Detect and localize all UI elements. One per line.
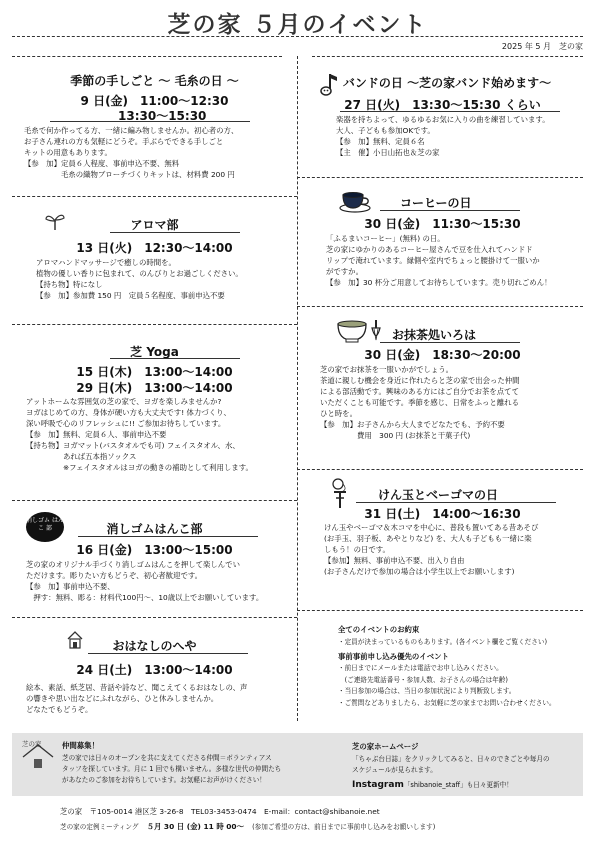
matcha-underline bbox=[380, 342, 520, 343]
body-line: 【参 加】参加費 150 円 定員５名程度、事前申込不要 bbox=[36, 291, 225, 300]
body-line: ・当日参加の場合は、当日の参加状況により判断致します。 bbox=[338, 687, 516, 695]
body-line: スケジュールが見られます。 bbox=[352, 766, 437, 774]
notice-heading-1: 全てのイベントのお約束 bbox=[338, 625, 420, 634]
homepage-heading: 芝の家ホームページ bbox=[352, 742, 419, 751]
body-line: ヨガはじめての方、身体が硬い方も大丈夫です! 体力づくり、 bbox=[26, 408, 231, 417]
notice-heading-2: 事前事前申し込み優先のイベント bbox=[338, 652, 449, 661]
footer-meeting bbox=[60, 821, 435, 832]
right-top-divider bbox=[312, 56, 583, 57]
band-time: 27 日(火) 13:30～15:30 くらい bbox=[344, 98, 541, 112]
body-line: 茶道に親しむ機会を身近に作れたらと芝の家で出会った仲間 bbox=[320, 376, 520, 385]
band-heading: バンドの日 ～芝の家バンド始めます～ bbox=[342, 76, 552, 90]
matcha-heading: お抹茶処いろは bbox=[392, 328, 477, 342]
aroma-body bbox=[36, 257, 296, 301]
body-line: 【主 催】小日山拓也＆芝の家 bbox=[336, 148, 440, 157]
section-divider bbox=[297, 177, 583, 178]
body-line: タッフを探しています。月に 1 回でも構いません。多様な世代の仲間たち bbox=[62, 765, 282, 773]
matcha-body bbox=[320, 364, 582, 441]
body-line: 芝の家のオリジナル手づくり消しゴムはんこを押して楽しんでい bbox=[26, 560, 240, 569]
coffee-cup-icon bbox=[338, 190, 372, 214]
recruit-body bbox=[62, 753, 302, 786]
body-line: アットホームな雰囲気の芝の家で、ヨガを楽しみませんか? bbox=[26, 397, 222, 406]
body-line: 【参加】無料、事前申込不要、出入り自由 bbox=[324, 556, 465, 565]
hanko-body bbox=[26, 559, 296, 603]
yoga-underline bbox=[110, 358, 240, 359]
body-line: 植物の優しい香りに包まれて、のんびりとお過ごしください。 bbox=[36, 269, 243, 278]
tegoto-underline bbox=[50, 121, 250, 122]
body-line: 【参 加】事前申込不要、 bbox=[26, 582, 115, 591]
body-line: 深い呼吸で心のリフレッシュに!! ご参加お待ちしています。 bbox=[26, 419, 226, 428]
body-line: リップで淹れています。縁側や室内でちょっと腰掛けて一服いか bbox=[326, 256, 540, 265]
band-underline bbox=[340, 111, 560, 112]
yoga-heading: 芝 Yoga bbox=[130, 345, 179, 359]
footer-address: 芝の家 〒105-0014 港区芝 3-26-8 TEL03-3453-0474 E-mail：contact@shibanoie.net bbox=[60, 807, 380, 816]
issue-date: 2025 年 5 月 芝の家 bbox=[501, 42, 583, 51]
body-line: による部活動です。興味のある方にはご自分でお茶を点てて bbox=[320, 387, 519, 396]
section-divider bbox=[12, 196, 297, 197]
body-line: ひと時を。 bbox=[320, 409, 357, 418]
body-line: アロマハンドマッサージで癒しの時間を。 bbox=[36, 258, 176, 267]
body-line: があなたのご参加をお待ちしています。お気軽にお声がけください！ bbox=[62, 776, 266, 784]
section-divider bbox=[297, 469, 583, 470]
instagram-label: Instagram bbox=[352, 780, 404, 790]
meeting-note: (参加ご希望の方は、前日までに事前申し込みをお願いします) bbox=[252, 823, 436, 831]
body-line: (お子さんだけで参加の場合は小学生以上でお願いします) bbox=[324, 567, 515, 576]
body-line: あれば五本指ソックス bbox=[26, 452, 137, 461]
hanko-time: 16 日(金) 13:00～15:00 bbox=[76, 543, 233, 557]
body-line: ・ご質問などありましたら、お気軽に芝の家までお問い合わせください。 bbox=[338, 698, 556, 707]
aroma-time: 13 日(火) 12:30～14:00 bbox=[76, 241, 233, 255]
ohanashi-underline bbox=[88, 653, 248, 654]
body-line: (お手玉、羽子板、あやとりなど) を、大人も子どもも一緒に楽 bbox=[324, 534, 532, 543]
body-line: 【参 加】お子さんから大人までどなたでも、予約不要 bbox=[320, 420, 505, 429]
ohanashi-body bbox=[26, 682, 296, 715]
body-line: ただけます。彫りたい方もどうぞ、初心者歓迎です。 bbox=[26, 571, 203, 580]
shibanoie-badge-text: 芝の家 bbox=[22, 740, 42, 748]
body-line: 【参 加】30 杯分ご用意してお待ちしています。売り切れごめん！ bbox=[326, 278, 552, 287]
coffee-time: 30 日(金) 11:30～15:30 bbox=[364, 217, 521, 231]
body-line: 大人、子どもも参加OKです。 bbox=[336, 126, 435, 135]
recruit-heading: 仲間募集！ bbox=[62, 741, 99, 750]
hanko-underline bbox=[78, 536, 258, 537]
kendama-time: 31 日(土) 14:00～16:30 bbox=[364, 507, 521, 521]
column-divider bbox=[297, 56, 298, 721]
aroma-heading: アロマ部 bbox=[130, 218, 179, 232]
tegoto-heading: 季節の手しごと ～ 毛糸の日 ～ bbox=[70, 74, 239, 88]
matcha-time: 30 日(金) 18:30～20:00 bbox=[364, 348, 521, 362]
body-line: いただくことも可能です。季節を感じ、日常をふっと離れる bbox=[320, 398, 519, 407]
instagram-line bbox=[352, 779, 513, 791]
hanko-badge-text: 消しゴム はんこ 部 bbox=[26, 517, 64, 532]
instagram-account[interactable]: 「shibanoie_staff」も日々更新中！ bbox=[403, 781, 513, 789]
title-divider bbox=[12, 36, 583, 37]
bottom-info-box bbox=[12, 733, 583, 796]
body-line: 絵本、素話、紙芝居、昔話や詩など、聞こえてくるおはなしの、声 bbox=[26, 683, 248, 692]
kendama-heading: けん玉とベーゴマの日 bbox=[378, 488, 499, 502]
tegoto-time1: 9 日(金) 11:00～12:30 bbox=[80, 94, 229, 108]
body-line: お子さん連れの方も気軽にどうぞ。手ぶらでできる手しごと bbox=[24, 137, 224, 146]
body-line: がですか。 bbox=[326, 267, 363, 276]
body-line: 芝の家では日々のオープンを共に支えてくださる仲間＝ボランティアス bbox=[62, 754, 272, 762]
meeting-label: 芝の家の定例ミーティング bbox=[60, 823, 139, 831]
body-line: ・前日までにメールまたは電話でお申し込みください。 bbox=[338, 664, 503, 672]
meeting-date: ５月 30 日 (金) 11 時 00～ bbox=[146, 822, 244, 831]
yoga-time2: 29 日(木) 13:00～14:00 bbox=[76, 381, 233, 395]
body-line: 毛糸の織物ブローチづくりキットは、材料費 200 円 bbox=[24, 170, 235, 179]
body-line: 押す：無料、彫る：材料代100円～、10歳以上でお願いしています。 bbox=[26, 593, 264, 602]
kendama-underline bbox=[356, 502, 556, 503]
tegoto-time2: 13:30～15:30 bbox=[118, 109, 207, 123]
aroma-underline bbox=[110, 232, 240, 233]
band-body bbox=[336, 114, 582, 158]
body-line: 【参 加】無料、定員６名 bbox=[336, 137, 425, 146]
section-divider bbox=[12, 617, 297, 618]
section-divider bbox=[12, 500, 297, 501]
body-line: 「ふるまいコーヒー」(無料) の日。 bbox=[326, 234, 445, 243]
coffee-underline bbox=[380, 210, 520, 211]
notice-body bbox=[338, 663, 582, 709]
ohanashi-heading: おはなしのへや bbox=[112, 639, 197, 653]
body-line: しもう！の日です。 bbox=[324, 545, 390, 554]
body-line: キットの用意もあります。 bbox=[24, 148, 112, 157]
kendama-body bbox=[324, 522, 582, 577]
body-line: 毛糸で何か作ってる方、一緒に編み物しませんか。初心者の方、 bbox=[24, 126, 239, 135]
body-line: 芝の家にゆかりのあるコーヒー屋さんで豆を仕入れてハンドド bbox=[326, 245, 533, 254]
notice-line-1: ・定員が決まっているものもあります。(各イベント欄をご覧ください) bbox=[338, 638, 548, 646]
coffee-body bbox=[326, 233, 582, 288]
section-divider bbox=[297, 306, 583, 307]
yoga-body bbox=[26, 396, 296, 473]
matcha-bowl-icon bbox=[336, 318, 386, 344]
hanko-heading: 消しゴムはんこ部 bbox=[106, 522, 203, 536]
page-title: 芝の家 ５月のイベント bbox=[167, 12, 428, 38]
body-line: 楽器を持ちよって、ゆるゆるお気に入りの曲を練習しています。 bbox=[336, 115, 550, 124]
yoga-time1: 15 日(木) 13:00～14:00 bbox=[76, 365, 233, 379]
body-line: 【持ち物】ヨガマット(バスタオルでも可) フェイスタオル、水、 bbox=[26, 441, 240, 450]
body-line: どなたでもどうぞ。 bbox=[26, 705, 93, 714]
ohanashi-time: 24 日(土) 13:00～14:00 bbox=[76, 663, 233, 677]
body-line: けん玉やベーゴマ＆木コマを中心に、普段も置いてある昔あそび bbox=[324, 523, 539, 532]
tegoto-body bbox=[24, 125, 294, 180]
homepage-body bbox=[352, 754, 580, 776]
section-divider bbox=[297, 610, 583, 611]
body-line: 芝の家でお抹茶を一服いかがでしょう。 bbox=[320, 365, 454, 374]
body-line: 【参 加】定員６人程度、事前申込不要、無料 bbox=[24, 159, 180, 168]
body-line: (ご連絡先電話番号・参加人数、お子さんの場合は年齢) bbox=[338, 675, 508, 684]
body-line: 費用 300 円 (お抹茶と干菓子代) bbox=[320, 431, 471, 440]
body-line: 【持ち物】特になし bbox=[36, 280, 103, 289]
body-line: の響きや思い出などにふれながら、ひと休みしませんか。 bbox=[26, 694, 219, 703]
body-line: 「ちゃぶ台日誌」をクリックしてみると、日々のできごとや毎月の bbox=[352, 755, 550, 763]
body-line: ※フェイスタオルはヨガの動きの補助として利用します。 bbox=[26, 463, 253, 472]
left-top-divider bbox=[12, 56, 282, 57]
coffee-heading: コーヒーの日 bbox=[400, 196, 472, 210]
body-line: 【参 加】無料、定員６人、事前申込不要 bbox=[26, 430, 167, 439]
section-divider bbox=[12, 324, 297, 325]
